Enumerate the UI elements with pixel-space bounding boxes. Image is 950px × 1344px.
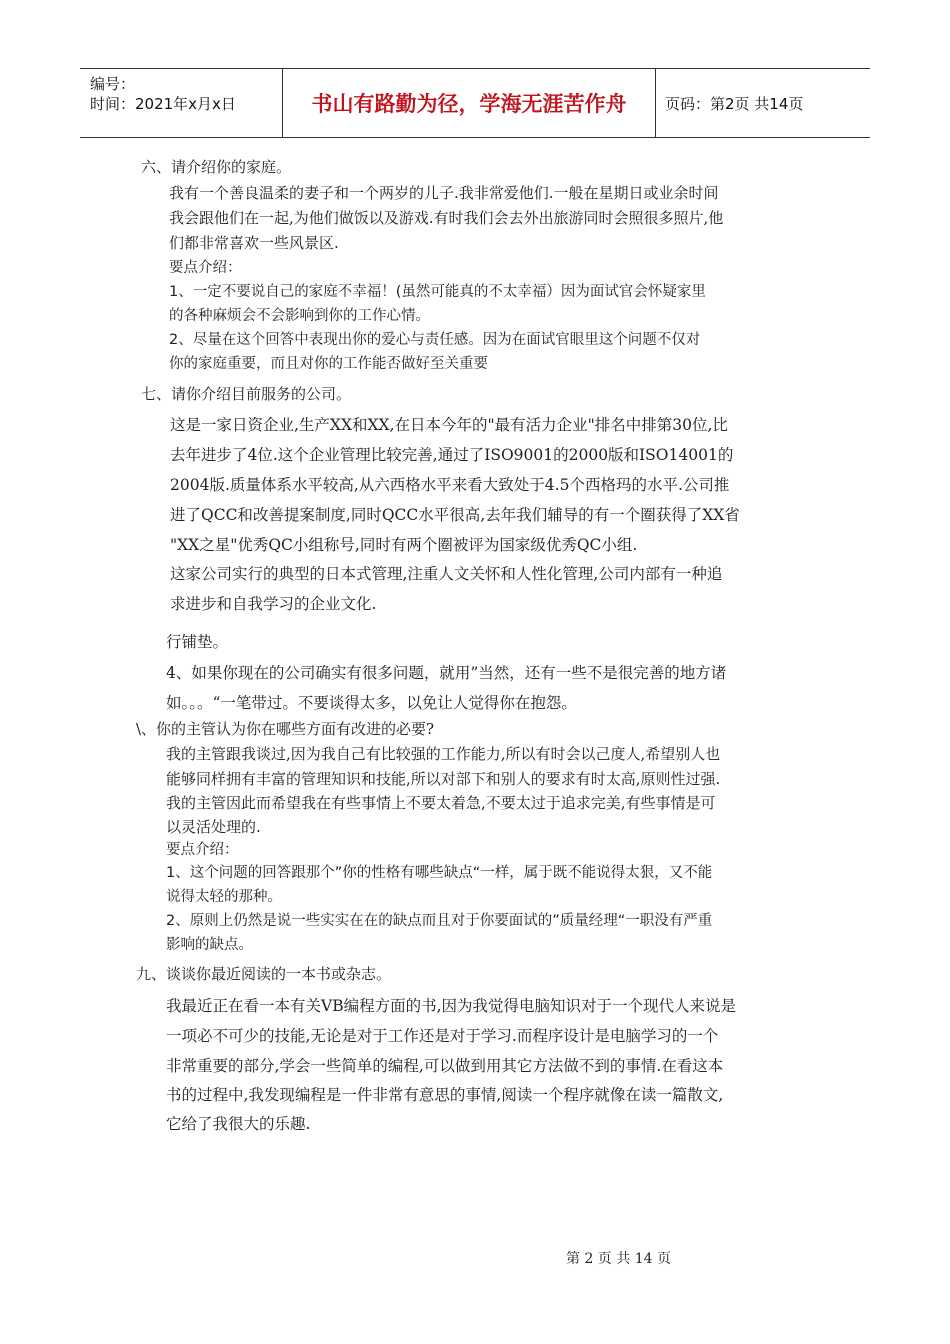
section-6-tip-line: 2、尽量在这个回答中表现出你的爱心与责任感。因为在面试官眼里这个问题不仅对 — [169, 332, 701, 348]
section-8-line: 以灵活处理的. — [166, 818, 261, 836]
section-6-tip-line: 你的家庭重要，而且对你的工作能否做好至关重要 — [169, 356, 488, 372]
fragment-line: 行铺垫。 — [166, 633, 229, 651]
section-8-tip-line: 1、这个问题的回答跟那个”你的性格有哪些缺点“一样，属于既不能说得太狠，又不能 — [166, 865, 713, 881]
section-7-line: "XX之星"优秀QC小组称号,同时有两个圈被评为国家级优秀QC小组. — [170, 536, 638, 554]
header-page-info: 页码：第2页 共14页 — [665, 94, 804, 113]
section-8-tip-line: 影响的缺点。 — [166, 937, 253, 953]
section-8-line: 我的主管因此而希望我在有些事情上不要太着急,不要太过于追求完美,有些事情是可 — [166, 794, 716, 812]
section-8-line: 能够同样拥有丰富的管理知识和技能,所以对部下和别人的要求有时太高,原则性过强. — [166, 770, 721, 788]
header-motto: 书山有路勤为径，学海无涯苦作舟 — [283, 69, 656, 137]
section-9-line: 我最近正在看一本有关VB编程方面的书,因为我觉得电脑知识对于一个现代人来说是 — [166, 997, 737, 1015]
section-7-line: 这家公司实行的典型的日本式管理,注重人文关怀和人性化管理,公司内部有一种追 — [170, 565, 723, 583]
section-6-line: 我有一个善良温柔的妻子和一个两岁的儿子.我非常爱他们.一般在星期日或业余时间 — [169, 184, 719, 202]
section-7-line: 这是一家日资企业,生产XX和XX,在日本今年的"最有活力企业"排名中排第30位,比 — [170, 416, 728, 434]
page-header — [80, 68, 870, 138]
section-7-line: 2004版.质量体系水平较高,从六西格水平来看大致处于4.5个西格玛的水平.公司推 — [170, 476, 730, 494]
section-7-line: 求进步和自我学习的企业文化. — [170, 595, 377, 613]
serial-label: 编号： — [90, 75, 136, 93]
section-8-tip-line: 说得太轻的那种。 — [166, 889, 282, 905]
section-6-tip-line: 1、一定不要说自己的家庭不幸福！(虽然可能真的不太幸福）因为面试官会怀疑家里 — [169, 284, 706, 300]
section-7-line: 进了QCC和改善提案制度,同时QCC水平很高,去年我们辅导的有一个圈获得了XX省 — [170, 506, 740, 524]
fragment-line: 4、如果你现在的公司确实有很多问题，就用”当然，还有一些不是很完善的地方诸 — [166, 664, 727, 682]
section-7-title: 七、请你介绍目前服务的公司。 — [141, 385, 352, 403]
section-9-line: 非常重要的部分,学会一些简单的编程,可以做到用其它方法做不到的事情.在看这本 — [166, 1057, 724, 1075]
section-9-title: 九、谈谈你最近阅读的一本书或杂志。 — [136, 965, 392, 983]
section-6-tip-line: 的各种麻烦会不会影响到你的工作心情。 — [169, 308, 430, 324]
page-footer: 第 2 页 共 14 页 — [566, 1251, 671, 1267]
section-6-tips-label: 要点介绍： — [169, 260, 242, 276]
section-8-line: 我的主管跟我谈过,因为我自己有比较强的工作能力,所以有时会以己度人,希望别人也 — [166, 745, 721, 763]
section-8-title: \、你的主管认为你在哪些方面有改进的必要? — [136, 720, 435, 738]
section-6-line: 我会跟他们在一起,为他们做饭以及游戏.有时我们会去外出旅游同时会照很多照片,他 — [169, 209, 724, 227]
time-label: 时间：2021年x月x日 — [90, 95, 236, 113]
fragment-line: 如。。。“一笔带过。不要谈得太多，以免让人觉得你在抱怨。 — [166, 694, 577, 712]
section-6-title: 六、请介绍你的家庭。 — [141, 158, 292, 176]
section-8-tip-line: 2、原则上仍然是说一些实实在在的缺点而且对于你要面试的”质量经理“一职没有严重 — [166, 913, 713, 929]
section-9-line: 它给了我很大的乐趣. — [166, 1115, 311, 1133]
section-7-line: 去年进步了4位.这个企业管理比较完善,通过了ISO9001的2000版和ISO14001的 — [170, 446, 734, 464]
section-9-line: 书的过程中,我发现编程是一件非常有意思的事情,阅读一个程序就像在读一篇散文, — [166, 1086, 724, 1104]
section-8-tips-label: 要点介绍： — [166, 842, 239, 858]
section-6-line: 们都非常喜欢一些风景区. — [169, 234, 339, 252]
header-info-cell — [80, 69, 283, 137]
section-9-line: 一项必不可少的技能,无论是对于工作还是对于学习.而程序设计是电脑学习的一个 — [166, 1027, 719, 1045]
